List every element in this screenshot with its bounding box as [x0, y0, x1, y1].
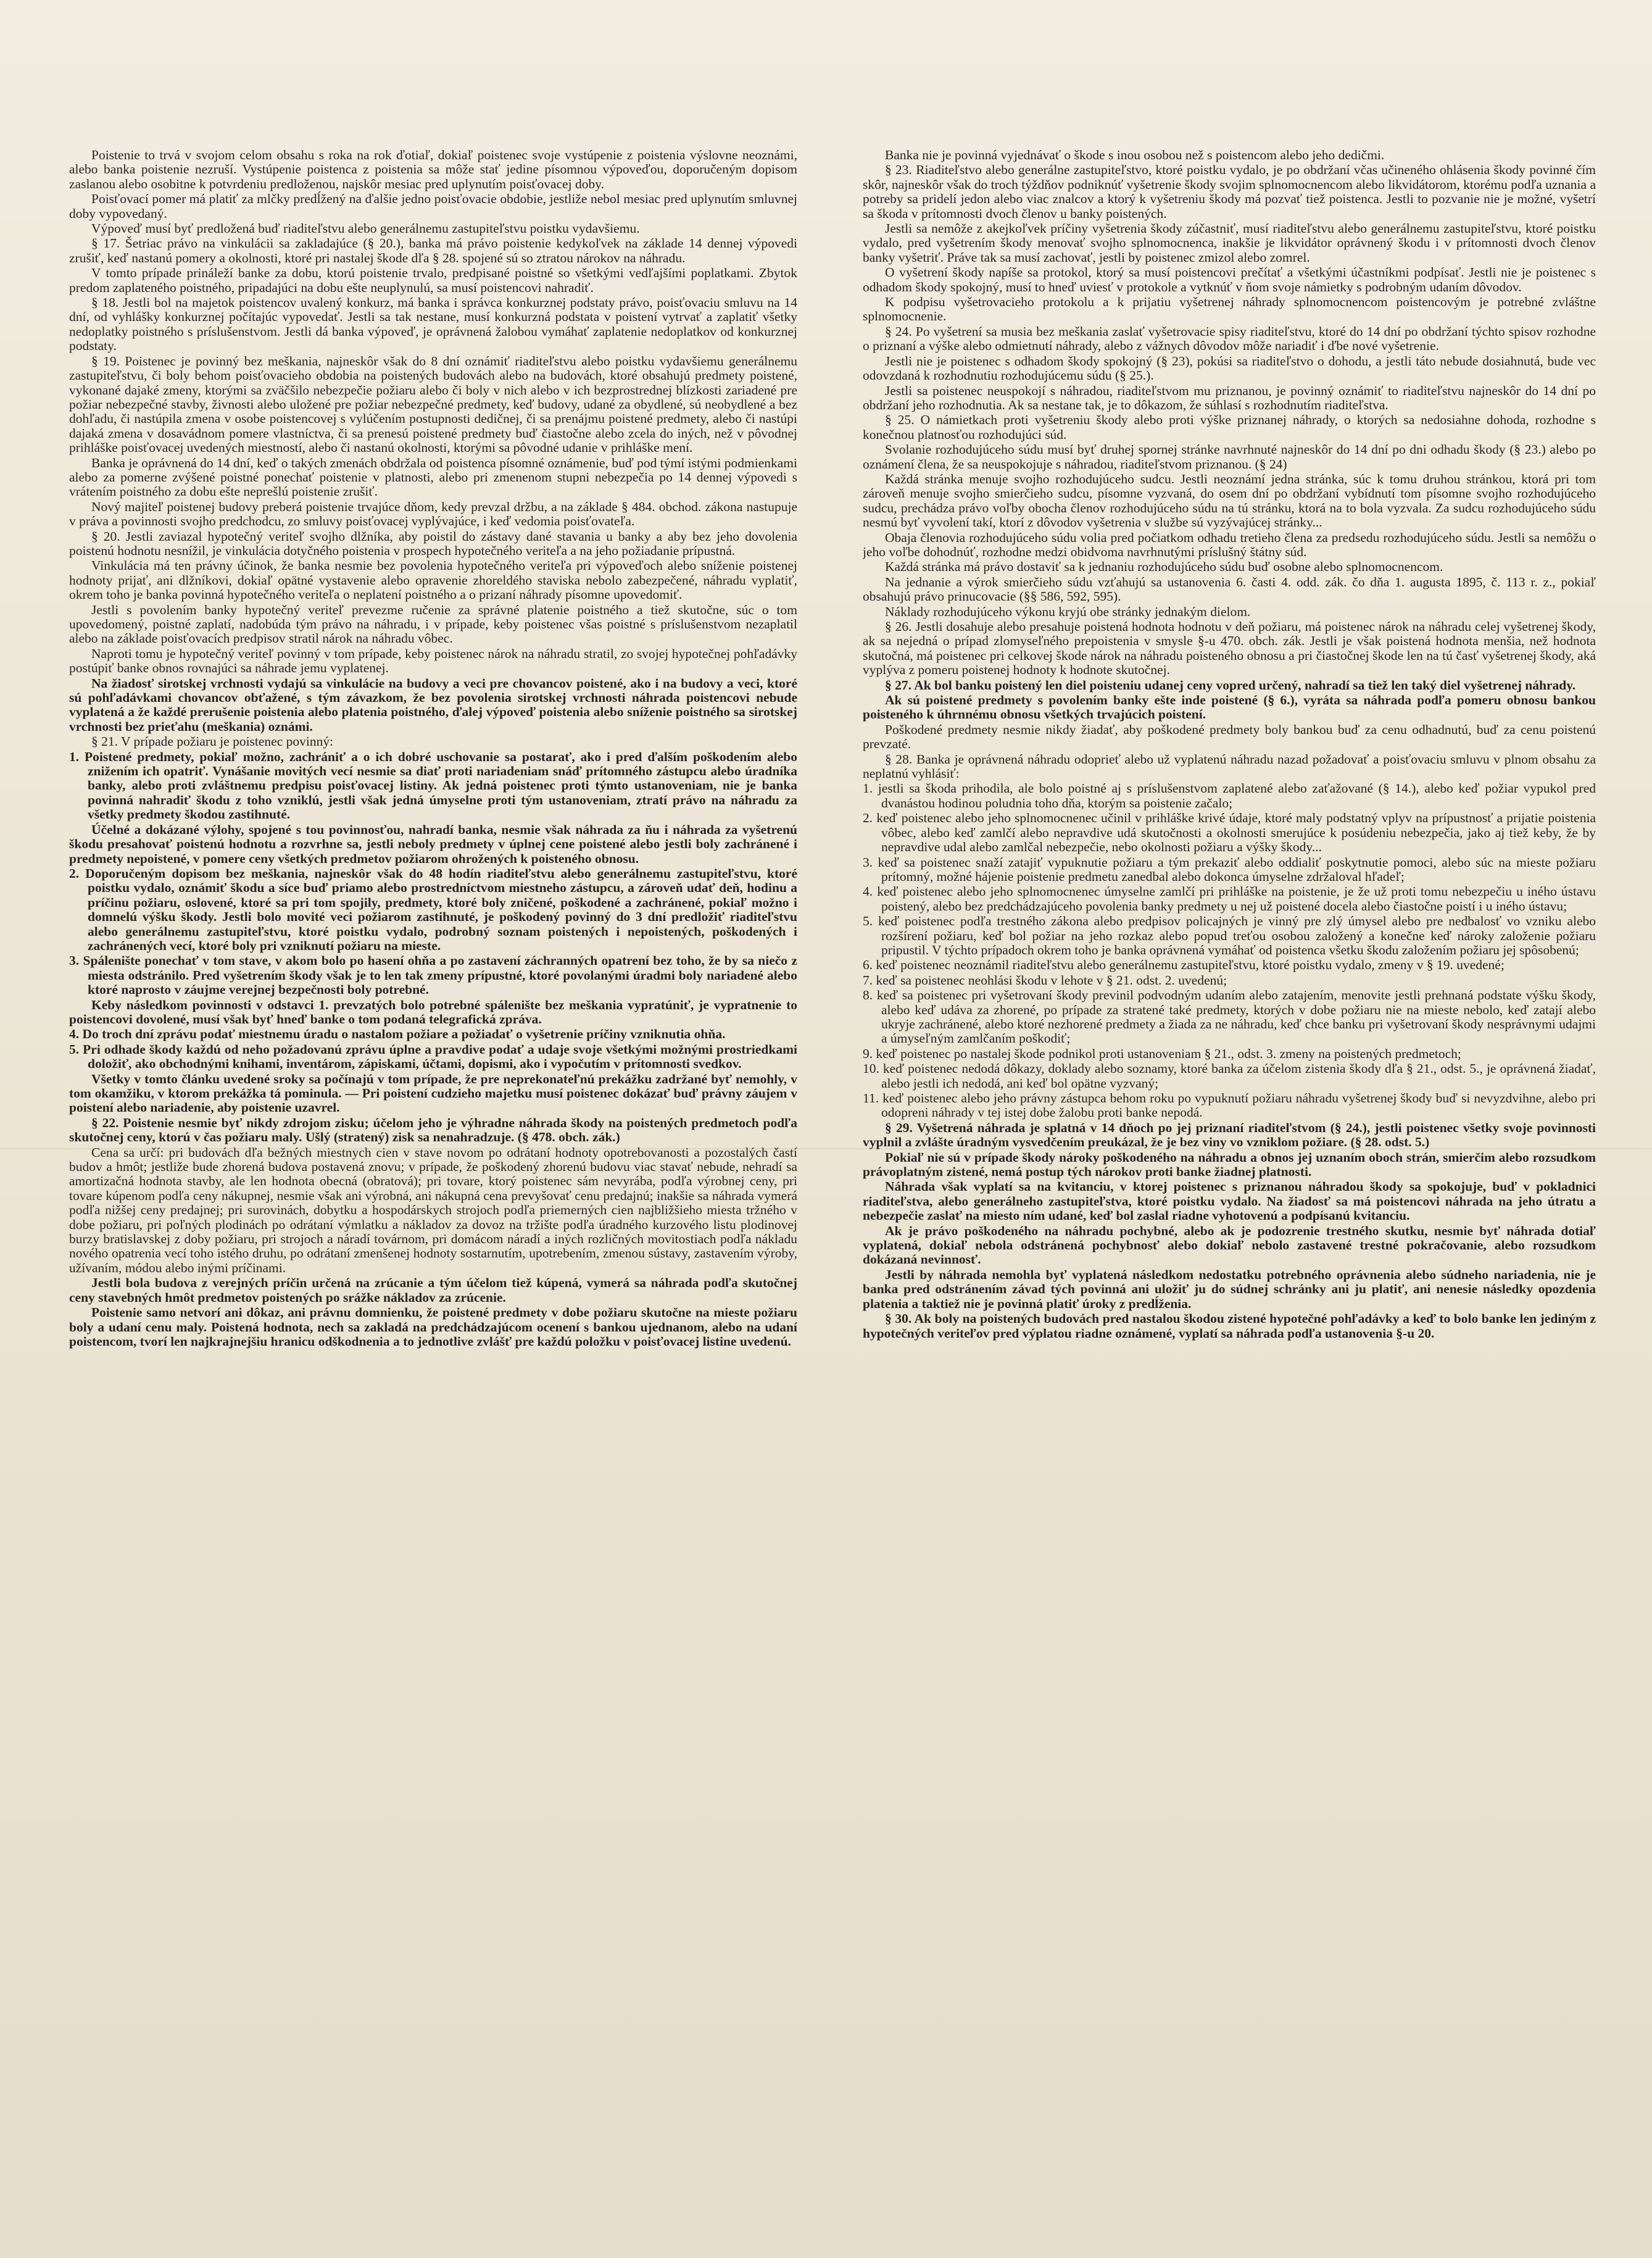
- paragraph: Jestli nie je poistenec s odhadom škody spokojný (§ 23), pokúsi sa riaditeľstvo o dohodu, a jestli táto nebude dosiahnutá, bude vec odovzdaná k rozhodnutiu rozhodujúcemu súdu (§ 25.).: [863, 353, 1596, 383]
- paragraph: 7. keď sa poistenec neohlási škodu v lehote v § 21. odst. 2. uvedenú;: [863, 972, 1227, 988]
- paragraph: Poistenie samo netvorí ani dôkaz, ani právnu domnienku, že poistené predmety v dobe požiaru skutočne na mieste požiaru boly a udaní cenu maly. Poistená hodnota, nech sa zakladá na predchádzajúcom ocenení s bankou ujednanom, alebo na udaní poistencom, tvorí len najkrajnejšiu hranicu odškodnenia a to jednotlive zvlášť pre každú položku v poisťovacej listine uvedenú.: [69, 1305, 797, 1349]
- paragraph: 6. keď poistenec neoznámil riaditeľstvu alebo generálnemu zastupiteľstvu, ktoré poistku vydalo, zmeny v § 19. uvedené;: [863, 957, 1505, 973]
- paragraph: 3. keď sa poistenec snaží zatajiť vypuknutie požiaru a tým prekaziť alebo oddialiť poskytnutie pomoci, alebo súc na mieste požiaru prítomný, možné hájenie poistenie predmetu zanedbal alebo dokonca úmyselne zdržaloval hľadeľ;: [863, 854, 1596, 884]
- paragraph: § 30. Ak boly na poistených budovách pred nastalou škodou zistené hypotečné pohľadávky a keď to bolo banke len jediným z hypotečných veriteľov pred výplatou riadne oznámené, vyplatí sa náhrada podľa ustanovenia §-u 20.: [863, 1311, 1596, 1341]
- paragraph: Náklady rozhodujúceho výkonu kryjú obe stránky jednakým dielom.: [885, 604, 1251, 619]
- paragraph: § 19. Poistenec je povinný bez meškania, najneskôr však do 8 dní oznámiť riaditeľstvu alebo poistku vydavšiemu generálnemu zastupiteľstvu, či boly behom poisťovacieho obdobia na poistených budovách alebo na budovách, ktoré obsahujú predmety poistené, vykonané dajaké zmeny, ktorými sa zväčšilo nebezpečie požiaru alebo či boly v nich alebo v ich bezprostrednej blízkosti zariadené pre požiar nebezpečné stavby, živnosti alebo uložené pre požiar nebezpečné predmety, keď budovy, udané za obydlené, sú neobydlené a bez dohľadu, či nastúpila zmena v osobe poistencovej s vylúčením postupnosti dedičnej, či sa prenájmu poistené predmety, alebo či nastúpi dajaká zmena v dosavádnom pomere vlastníctva, či sa prenesú poistené predmety buď čiastočne alebo zcela do iných, než v pôvodnej prihláške poisťovacej uvedených miestností, alebo či nastanú okolnosti, ktorými sa pôvodné udanie v prihláške mení.: [69, 353, 797, 456]
- paragraph: § 24. Po vyšetrení sa musia bez meškania zaslať vyšetrovacie spisy riaditeľstvu, ktoré do 14 dní po obdržaní týchto spisov rozhodne o priznaní a výške alebo odmietnutí náhrady, alebo z vážnych dôvodov môže nariadiť i ďbe nové vyšetrenie.: [863, 323, 1596, 354]
- paragraph: 4. Do troch dní zprávu podať miestnemu úradu o nastalom požiare a požiadať o vyšetrenie príčiny vzniknutia ohňa.: [69, 1027, 726, 1042]
- paragraph: § 28. Banka je oprávnená náhradu odoprieť alebo už vyplatenú náhradu nazad požadovať a poisťovaciu smluvu v plnom obsahu za neplatnú vyhlásiť:: [863, 751, 1596, 781]
- paragraph: Vinkulácia má ten právny účinok, že banka nesmie bez povolenia hypotečného veriteľa pri výpoveďoch alebo sníženie poistenej hodnoty prijať, ani dlžníkovi, dokiaľ opätné vystavenie alebo opravenie zhoreldého staviska nebolo zabezpečené, náhradu vyplatiť, okrem toho je banka povinná hypotečného veriteľa o neplatení poistného a o prizaní náhrady písomne upovedomiť.: [69, 558, 797, 602]
- paragraph: Jestli bola budova z verejných príčin určená na zrúcanie a tým účelom tiež kúpená, vymerá sa náhrada podľa skutočnej ceny stavebných hmôt predmetov poistených po srážke nákladov za zrúcenie.: [69, 1275, 797, 1305]
- paragraph: Poistenie to trvá v svojom celom obsahu s roka na rok ďotiaľ, dokiaľ poistenec svoje vystúpenie z poistenia výslovne neoznámi, alebo banka poistenie nezruší. Vystúpenie poistenca z poistenia sa môže stať jedine písomnou výpoveďou, doporučeným dopisom zaslanou alebo osobitne k potvrdeniu predloženou, najskôr mesiac pred uplynutím poisťovacej doby.: [69, 148, 797, 191]
- paragraph: 2. keď poistenec alebo jeho splnomocnenec učinil v prihláške krivé údaje, ktoré maly podstatný vplyv na prípustnosť a prijatie poistenia vôbec, alebo keď zamlčí alebo nepravdive udá skutočnosti a okolnosti smerujúce k posúdeniu nebezpečia, jako aj tiež keby, že by nepravdive udal alebo zamlčal nebezpečie, nebo okolnosti požiaru a výšky škody...: [863, 810, 1596, 855]
- paragraph: § 17. Šetriac právo na vinkulácii sa zakladajúce (§ 20.), banka má právo poistenie kedykoľvek na základe 14 dennej výpovedi zrušiť, keď nastanú pomery a okolnosti, ktoré pri nastalej škode dľa § 28. spojené sú so ztratou nárokov na náhradu.: [69, 236, 797, 265]
- paragraph: 4. keď poistenec alebo jeho splnomocnenec úmyselne zamlčí pri prihláške na poistenie, je že už proti tomu nebezpečiu u iného ústavu poistený, alebo bez predchádzajúceho povolenia banky predmety u nej už poistené docela alebo čiastočne poistí i u iného ústavu;: [863, 884, 1596, 914]
- paragraph: Nový majiteľ poistenej budovy preberá poistenie trvajúce dňom, kedy prevzal držbu, a na základe § 484. obchod. zákona nastupuje v práva a povinnosti svojho predchodcu, zo smluvy poisťovacej vyplývajúce, i keď vedomia poisťovateľa.: [69, 499, 797, 529]
- paragraph: Keby následkom povinnosti v odstavci 1. prevzatých bolo potrebné spálenište bez meškania vypratúniť, je vypratnenie to poistencovi dovolené, musí však byť hneď banke o tom podaná telegrafická zpráva.: [69, 997, 797, 1027]
- paragraph: Každá stránka má právo dostaviť sa k jednaniu rozhodujúceho súdu buď osobne alebo splnomocnencom.: [885, 559, 1443, 575]
- left-text-column: [69, 148, 797, 2198]
- paragraph: Pokiaľ nie sú v prípade škody nároky poškodeného na náhradu a obnos jej uznaním oboch strán, smierčim alebo rozsudkom právoplatným zistené, nemá postup tých nárokov proti banke žiadnej platnosti.: [863, 1149, 1596, 1180]
- paragraph: V tomto prípade prináleží banke za dobu, ktorú poistenie trvalo, predpisané poistné so všetkými vedľajšími poplatkami. Zbytok predom zaplateného poistného, pripadajúci na dobu ešte neuplynulú, sa musí poistencovi nahradiť.: [69, 265, 797, 295]
- paragraph: Jestli s povolením banky hypotečný veriteľ prevezme ručenie za správné platenie poistného a tiež skutočne, súc o tom upovedomený, poistné zaplatí, nadobúda tým právo na náhradu, i v prípade, keby poistenec všas poistné s príslušenstvom nezaplatil alebo na základe poisťovacích predpisov stratil nárok na náhradu vôbec.: [69, 602, 797, 646]
- paragraph: Svolanie rozhodujúceho súdu musí byť druhej spornej stránke navrhnuté najneskôr do 14 dní po dni odhadu škody (§ 23.) alebo po oznámení člena, že sa neuspokojuje s náhradou, riaditeľstvom priznanou. (§ 24): [863, 442, 1596, 472]
- paragraph: 8. keď sa poistenec pri vyšetrovaní škody previnil podvodným udaním alebo zatajením, menovite jestli prehnaná podstate výšku škody, alebo keď udáva za zhorené, po prípade za stratené také predmety, ktorých v dobe požiaru nie na mieste nebolo, keď zatají alebo ukryje zachránené, alebo ktoré nezhorené predmety a žiada za ne náhradu, keď chce banku pri vyšetrovaní škody nesprávnymi udajmi a úmyseľným zamlčaním poškodiť;: [863, 988, 1596, 1046]
- paragraph: § 18. Jestli bol na majetok poistencov uvalený konkurz, má banka i správca konkurznej podstaty právo, poisťovaciu smluvu na 14 dní, od vyhlášky konkurznej počítajúc vypovedať. Jestli sa tak nestane, musí konkurzná podstata v poistení vytrvať a zaplatiť všetky nedoplatky poistného s príslušenstvom. Jestli dá banka výpoveď, je oprávnená žalobou vymáhať zaplatenie nedoplatkov od konkurznej podstaty.: [69, 295, 797, 354]
- paragraph: Poisťovací pomer má platiť za mlčky predĺžený na ďalšie jedno poisťovacie obdobie, jestliže nebol mesiac pred uplynutím smluvnej doby vypovedaný.: [69, 191, 797, 221]
- paragraph: § 20. Jestli zaviazal hypotečný veriteľ svojho dlžníka, aby poistil do zástavy dané stavania u banky a aby bez jeho dovolenia poistenú hodnotu nesnížil, je vinkulácia dotyčného poistenia v prospech hypotečného veriteľa a na jeho požiadanie prípustná.: [69, 528, 797, 558]
- paragraph: Každá stránka menuje svojho rozhodujúceho sudcu. Jestli neoznámí jedna stránka, súc k tomu druhou stránkou, ktorá pri tom zároveň menuje svojho smierčieho sudcu, písomne vyzvaná, do osem dní po obdržaní vybídnutí tom písomne svojho rozhodujúceho sudcu, prechádza právo voľby obocha členov rozhodujúceho súdu na tú stránku, ktorá na to bola vyzvala. Za sudcu rozhodujúceho súdu nesmú byť vyvolení takí, ktorí z dôvodov vyšetrenia v službe sú vyzývajúcej stránky...: [863, 471, 1596, 530]
- paragraph: 5. keď poistenec podľa trestného zákona alebo predpisov policajných je vinný pre zlý úmysel alebo pre nedbalosť vo vzniku alebo rozšírení požiaru, keď bol požiar na jeho rozkaz alebo popud treťou osobou založený a konečne keď nároky založenie požiaru pripustil. V týchto prípadoch okrem toho je banka oprávnená vymáhať od poistenca všetku škodu založením požiaru jej spôsobenú;: [863, 914, 1596, 957]
- paragraph: § 26. Jestli dosahuje alebo presahuje poistená hodnota hodnotu v deň požiaru, má poistenec nárok na náhradu celej vyšetrenej škody, ak sa nejedná o prípad zlomyseľného prepoistenia v smysle §-u 470. obch. zák. Jestli je však poistená hodnota menšia, než hodnota skutočná, má poistenec pri celkovej škode nárok na náhradu poisteného obnosu a pri čiastočnej škode len na tú časť vyšetrenej škody, aká vyplýva z pomeru poistenej hodnoty k hodnote skutočnej.: [863, 619, 1596, 678]
- paragraph: 5. Pri odhade škody každú od neho požadovanú zprávu úplne a pravdive podať a udaje svoje všetkými možnými prostriedkami doložiť, ako obchodnými knihami, inventárom, zápiskami, účtami, dopismi, ako i vypočutím v prítomnosti svedkov.: [69, 1041, 797, 1072]
- paragraph: Výpoveď musí byť predložená buď riaditeľstvu alebo generálnemu zastupiteľstvu poistku vydavšiemu.: [91, 221, 640, 236]
- paragraph: Účelné a dokázané výlohy, spojené s tou povinnosťou, nahradí banka, nesmie však náhrada za ňu i náhrada za vyšetrenú škodu presahovať poistenú hodnotu a rozvrhne sa, jestli neboly predmety v úplnej cene poistené alebo jestli boly zachránené i predmety nepoistené, v pomere ceny všetkých predmetov požiarom ohrožených k poisteného obnosu.: [69, 822, 797, 866]
- paragraph: Cena sa určí: pri budovách dľa bežných miestnych cien v stave novom po odrátaní hodnoty opotrebovanosti a pozostalých častí budov a hmôt; jestliže bude zhorená budova postavená znovu; v prípade, že poškodený zhorenú budovu viac stavať nebude, nehradí sa amortizačná hodnota stavby, ale len hodnota obecná (obratová); pri tovare, ktorý poistenec sám nevyrába, podľa výrobnej ceny, pri tovare kúpenom podľa ceny nákupnej, nesmie však ani výrobná, ani nákupná cena prevyšovať cenu predajnú; inakšie sa náhrada vymerá podľa nižšej ceny predajnej; pri surovinách, dobytku a hospodárskych strojoch podľa priemerných cien najbližšieho miesta tržného v dobe požiaru, pri poľných plodinách po odrátaní výmlatku a nákladov za dovoz na tržište podľa úradného kurzového listu plodinovej burzy bratislavskej z doby požiaru, pri strojoch a náradí továrnom, pri domácom náradí a iných rozličných movitostiach podľa nákladu nového opatrenia vecí toho istého druhu, po odrátaní zmenšenej hodnoty sostarnutím, upotrebením, zmenou sústavy, zastavením výroby, užívaním, módou alebo inými príčinami.: [69, 1144, 797, 1275]
- paragraph: Všetky v tomto článku uvedené sroky sa počínajú v tom prípade, že pre neprekonateľnú prekážku zadržané byť nemohly, v tom okamžiku, v ktorom prekážka tá pominula. — Pri poistení cudzieho majetku musí poistenec dokázať buď právny záujem v poistení alebo nariadenie, aby poistenie uzavrel.: [69, 1071, 797, 1115]
- paragraph: § 25. O námietkach proti vyšetreniu škody alebo proti výške priznanej náhrady, o ktorých sa nedosiahne dohoda, rozhodne s konečnou platnosťou rozhodujúci súd.: [863, 412, 1596, 442]
- paragraph: § 21. V prípade požiaru je poistenec povinný:: [91, 734, 334, 749]
- paragraph: 10. keď poistenec nedodá dôkazy, doklady alebo soznamy, ktoré banka za účelom zistenia škody dľa § 21., odst. 5., je oprávnená žiadať, alebo jestli ich nedodá, ani keď bol opätne vyzvaný;: [863, 1061, 1596, 1091]
- paragraph: K podpisu vyšetrovacieho protokolu a k prijatiu vyšetrenej náhrady splnomocnencom poistencovým je potrebné zvláštne splnomocnenie.: [863, 294, 1596, 324]
- paragraph: Na žiadosť sirotskej vrchnosti vydajú sa vinkulácie na budovy a veci pre chovancov poistené, ako i na budovy a veci, ktoré sú pohľadávkami chovancov obťažené, s tým závazkom, že bez povolenia sirotskej vrchnosti náhrada poistencovi nebude vyplatená a že každé prerušenie poistenia alebo platenia poistného, ďalej výpoveď poistenia alebo sníženie poistného sa sirotskej vrchnosti bez prieťahu (meškania) oznámi.: [69, 675, 797, 734]
- paragraph: 1. Poistené predmety, pokiaľ možno, zachrániť a o ich dobré uschovanie sa postarať, ako i pred ďalším poškodením alebo znižením ich opatriť. Vynášanie movitých vecí nesmie sa diať proti nariadeniam snáď prítomného zástupcu alebo úradníka banky, alebo proti zvláštnemu predpisu poisťovacej listiny. Ak jedná poistenec proti týmto ustanoveniam, nie je banka povinná nahradiť škodu z toho vzniklú, jestli však jedná úmyselne proti tým ustanoveniam, ztratí právo na náhradu za všetky predmety škodou zastihnuté.: [69, 749, 797, 822]
- paragraph: § 29. Vyšetrená náhrada je splatná v 14 dňoch po jej priznaní riaditeľstvom (§ 24.), jestli poistenec všetky svoje povinnosti vyplnil a zvlášte úradným vysvedčením preukázal, že je bez viny vo vzniklom požiare. (§ 28. odst. 5.): [863, 1120, 1596, 1150]
- paragraph: 11. keď poistenec alebo jeho právny zástupca behom roku po vypuknutí požiaru náhradu vyšetrenej škody buď si nevyzdvihne, alebo pri odopreni náhrady v tej istej dobe žalobu proti banke nepodá.: [863, 1091, 1596, 1120]
- paragraph: Náhrada však vyplatí sa na kvitanciu, v ktorej poistenec s priznanou náhradou škody sa spokojuje, buď v pokladnici riaditeľstva, alebo generálneho zastupiteľstva, ktoré poistku vydalo. Na žiadosť sa má poistencovi náhrada na jeho útratu a nebezpečie zaslať na miesto ním udané, keď bol zaslal riadne vyhotovenú a podpísanú kvitanciu.: [863, 1179, 1596, 1223]
- paragraph: § 22. Poistenie nesmie byť nikdy zdrojom zisku; účelom jeho je výhradne náhrada škody na poistených predmetoch podľa skutočnej ceny, ktorú v čas požiaru maly. Ušlý (stratený) zisk sa nenahradzuje. (§ 478. obch. zák.): [69, 1115, 797, 1145]
- paragraph: Banka je oprávnená do 14 dní, keď o takých zmenách obdržala od poistenca písomné oznámenie, buď pod týmí istými podmienkami alebo za pomerne zvýšené poistné ponechať poistenie v platnosti, alebo pri zmenenom stupni nebezpečia po 14 dennej výpovedi s vrátením poistného za dobu ešte neprešlú poistenie zrušiť.: [69, 455, 797, 499]
- paragraph: Jestli sa nemôže z akejkoľvek príčiny vyšetrenia škody zúčastniť, musí riaditeľstvu alebo generálnemu zastupiteľstvu, ktoré poistku vydalo, pred vyšetrením škody menovať svojho splnomocnenca, inakšie je likvidátor oprávnený škodu i v prítomnosti dvoch členov banky vyšetriť. Práve tak sa musí zachovať, jestli by poistenec zmizol alebo zomrel.: [863, 221, 1596, 265]
- paragraph: Poškodené predmety nesmie nikdy žiadať, aby poškodené predmety boly bankou buď za cenu odhadnutú, buď za cenu poistenú prevzaté.: [863, 722, 1596, 752]
- paragraph: § 27. Ak bol banku poistený len diel poisteniu udanej ceny vopred určený, nahradí sa tiež len taký diel vyšetrenej náhrady.: [885, 677, 1576, 693]
- paragraph: 9. keď poistenec po nastalej škode podnikol proti ustanoveniam § 21., odst. 3. zmeny na poistených predmetoch;: [863, 1046, 1461, 1061]
- paragraph: § 23. Riaditeľstvo alebo generálne zastupiteľstvo, ktoré poistku vydalo, je po obdržaní včas učineného ohlásenia škody povinné čím skôr, najneskôr však do troch týždňov podniknúť vyšetrenie škody svojim splnomocnencom alebo likvidátorom, ktorému podľa uznania a potreby sa pridelí jedon alebo viac znalcov a ktorý k vyšetreniu škody má pozvať tiež poistenca. Jestli to pozvanie nie je možné, vyšetrí sa škoda v prítomnosti dvoch členov u banky poistených.: [863, 162, 1596, 221]
- right-text-column: [863, 148, 1596, 2198]
- paragraph: Jestli sa poistenec neuspokojí s náhradou, riaditeľstvom mu priznanou, je povinný oznámiť to riaditeľstvu najneskôr do 14 dní po obdržaní jeho rozhodnutia. Ak sa nestane tak, je to dôkazom, že súhlasí s rozhodnutím riaditeľstva.: [863, 383, 1596, 412]
- paragraph: Obaja členovia rozhodujúceho súdu volia pred počiatkom odhadu tretieho člena za predsedu rozhodujúceho súdu. Jestli sa nemôžu o jeho voľbe dohodnúť, rozhodne medzi obidvoma navrhnutými príslušný štátny súd.: [863, 530, 1596, 559]
- paragraph: 3. Spálenište ponechať v tom stave, v akom bolo po hasení ohňa a po zastavení záchranných opatrení bez toho, že by sa niečo z miesta odstránilo. Pred vyšetrením škody však je to len tak zmeny prípustné, ktoré povolanými úradmi boly nariadené alebo ktoré naprosto v záujme verejnej bezpečnosti boly potrebné.: [69, 953, 797, 998]
- paragraph: Banka nie je povinná vyjednávať o škode s inou osobou než s poistencom alebo jeho dedičmi.: [885, 148, 1385, 162]
- paragraph: 1. jestli sa škoda prihodila, ale bolo poistné aj s príslušenstvom zaplatené alebo zaťažované (§ 14.), alebo keď požiar vypukol pred dvanástou hodinou poludnia toho dňa, ktorým sa poistenie začalo;: [863, 781, 1596, 810]
- paragraph: Na jednanie a výrok smierčieho súdu vzťahujú sa ustanovenia 6. časti 4. odd. zák. čo dňa 1. augusta 1895, č. 113 r. z., pokiaľ obsahujú právo prinucovacie (§§ 586, 592, 595).: [863, 574, 1596, 604]
- paragraph: O vyšetrení škody napíše sa protokol, ktorý sa musí poistencovi prečítať a všetkými účastníkmi podpísať. Jestli nie je poistenec s odhadom škody spokojný, musí to hneď uviesť v protokole a vytknúť v ňom svoje námietky s podrobným udaním dôvodov.: [863, 265, 1596, 294]
- paragraph: Jestli by náhrada nemohla byť vyplatená následkom nedostatku potrebného oprávnenia alebo súdneho nariadenia, nie je banka pred odstránením závad tých povinná ani uložiť ju do súdnej schránky ani ju platiť, ani nenesie následky opozdenia platenia a taktiež nie je povinná platiť úroky z predĺženia.: [863, 1267, 1596, 1311]
- paragraph: 2. Doporučeným dopisom bez meškania, najneskôr však do 48 hodín riaditeľstvu alebo generálnemu zastupiteľstvu, ktoré poistku vydalo, oznámiť škodu a síce buď priamo alebo prostredníctvom miestneho zástupcu, a zároveň udať deň, hodinu a príčinu požiaru, oslovené, ktoré sa pri tom spojily, predmety, ktoré boly zničené, poškodené a zachránené, pokiaľ možno i domnelú výšku škody. Jestli bolo movité veci požiarom zastihnuté, je poškodený povinný do 3 dní predložiť riaditeľstvu alebo generálnemu zastupiteľstvu, ktoré poistku vydalo, podrobný soznam poistených i nepoistených, poškodených i zachránených vecí, ktoré boly pri vzniknutí požiaru na mieste.: [69, 865, 797, 953]
- paragraph: Ak je právo poškodeného na náhradu pochybné, alebo ak je podozrenie trestného skutku, nesmie byť náhrada dotiaľ vyplatená, dokiaľ nebola odstránená pochybnosť alebo dokiaľ nebolo zastavené trestné pokračovanie, alebo rozsudkom dokázaná nevinnosť.: [863, 1223, 1596, 1267]
- paragraph: Naproti tomu je hypotečný veriteľ povinný v tom prípade, keby poistenec nárok na náhradu stratil, zo svojej hypotečnej pohľadávky postúpiť banke obnos rovnajúci sa náhrade jemu vyplatenej.: [69, 646, 797, 676]
- paragraph: Ak sú poistené predmety s povolením banky ešte inde poistené (§ 6.), vyráta sa náhrada podľa pomeru obnosu bankou poisteného k úhrnnému obnosu všetkých trvajúcich poistení.: [863, 693, 1596, 722]
